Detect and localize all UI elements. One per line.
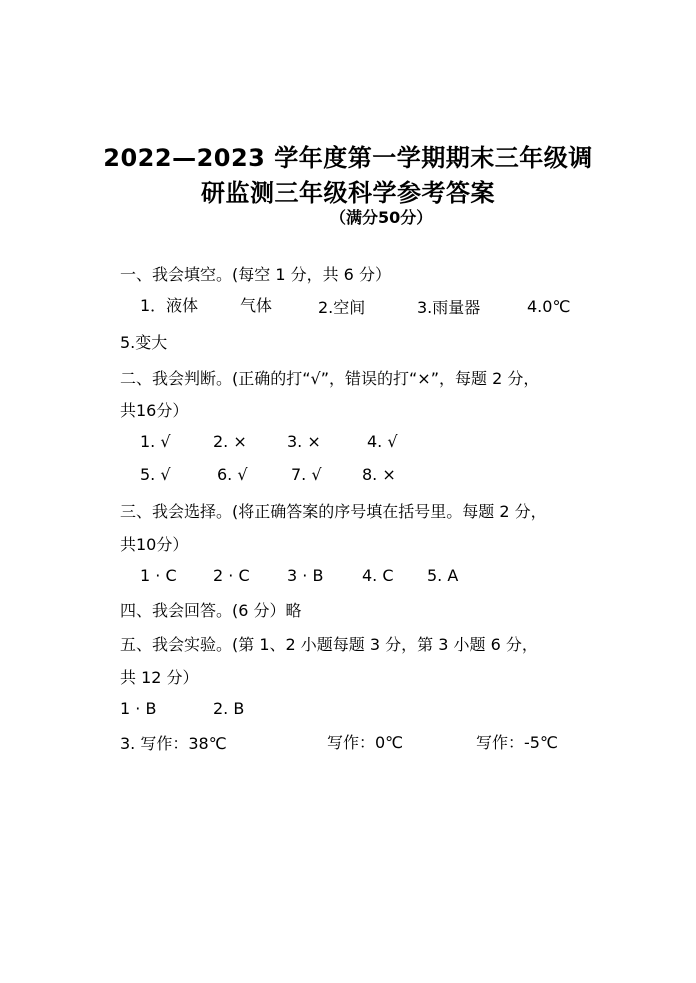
s5-answer-3b: 写作：0℃ xyxy=(327,733,404,752)
s2-answer-6: 6. √ xyxy=(217,465,248,484)
s2-answer-2: 2. × xyxy=(213,432,247,451)
section-2-heading-cont: 共16分） xyxy=(120,401,189,420)
s1-answer-4: 3.雨量器 xyxy=(417,298,481,317)
s3-answer-1: 1 · C xyxy=(140,566,177,585)
s3-answer-2: 2 · C xyxy=(213,566,250,585)
s1-answer-1: 1．液体 xyxy=(140,296,199,315)
section-3-heading: 三、我会选择。(将正确答案的序号填在括号里。每题 2 分， xyxy=(120,502,547,521)
s1-answer-3: 2.空间 xyxy=(318,298,366,317)
section-3-heading-cont: 共10分） xyxy=(120,535,189,554)
s3-answer-3: 3 · B xyxy=(287,566,324,585)
s2-answer-1: 1. √ xyxy=(140,432,171,451)
s5-answer-3a: 3. 写作：38℃ xyxy=(120,734,227,753)
s5-answer-1: 1 · B xyxy=(120,699,157,718)
s5-answer-2: 2. B xyxy=(213,699,245,718)
s2-answer-4: 4. √ xyxy=(367,432,398,451)
section-5-heading-cont: 共 12 分） xyxy=(120,668,199,687)
s2-answer-7: 7. √ xyxy=(291,465,322,484)
s3-answer-5: 5. A xyxy=(427,566,459,585)
s2-answer-8: 8. × xyxy=(362,465,396,484)
s5-answer-3c: 写作：-5℃ xyxy=(476,733,558,752)
section-4-heading: 四、我会回答。(6 分）略 xyxy=(120,601,302,620)
s1-answer-5: 4.0℃ xyxy=(527,297,571,316)
section-5-heading: 五、我会实验。(第 1、2 小题每题 3 分，第 3 小题 6 分， xyxy=(120,635,538,654)
section-1-heading: 一、我会填空。(每空 1 分，共 6 分） xyxy=(120,265,391,284)
document-title-line-1: 2022—2023 学年度第一学期期末三年级调 xyxy=(103,144,593,172)
s1-answer-6: 5.变大 xyxy=(120,333,168,352)
s1-answer-2: 气体 xyxy=(240,296,273,315)
s3-answer-4: 4. C xyxy=(362,566,394,585)
section-2-heading: 二、我会判断。(正确的打“√”，错误的打“×”，每题 2 分， xyxy=(120,369,540,388)
document-title-line-2: 研监测三年级科学参考答案 xyxy=(201,179,495,207)
document-subtitle: （满分50分） xyxy=(330,208,433,227)
s2-answer-3: 3. × xyxy=(287,432,321,451)
s2-answer-5: 5. √ xyxy=(140,465,171,484)
